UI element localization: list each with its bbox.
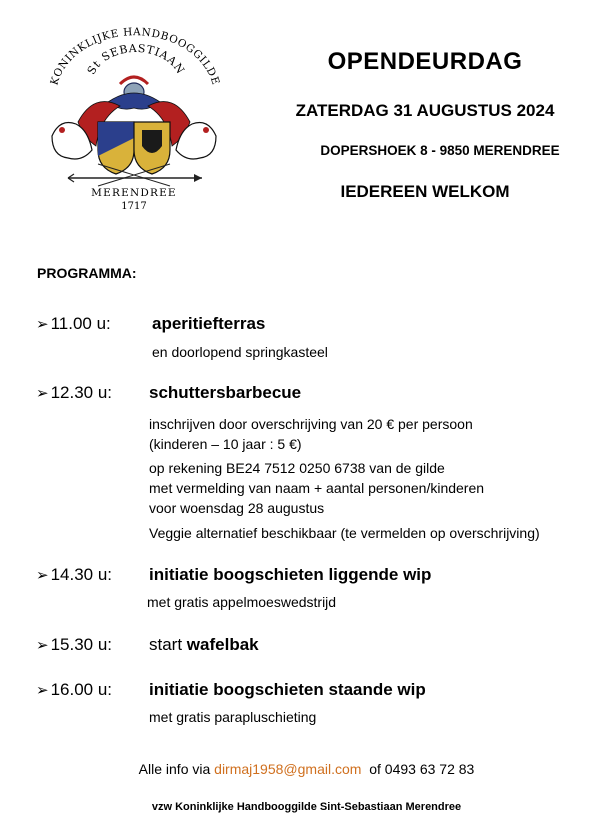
svg-text:1717: 1717 <box>121 201 147 212</box>
arrow-icon: ➢ <box>36 637 49 654</box>
svg-text:St SEBASTIAAN: St SEBASTIAAN <box>84 41 188 77</box>
svg-text:MERENDREE: MERENDREE <box>91 187 177 199</box>
arrow-icon: ➢ <box>36 316 49 333</box>
contact-info: Alle info via dirmaj1958@gmail.com of 0493 63 72 83 <box>138 761 475 777</box>
program-detail: met gratis parapluschieting <box>149 709 317 725</box>
svg-text:KONINKLIJKE HANDBOOGGILDE: KONINKLIJKE HANDBOOGGILDE <box>48 26 222 87</box>
program-detail: Veggie alternatief beschikbaar (te vermelden op overschrijving) <box>149 525 540 541</box>
program-time: ➢ 15.30 u: <box>36 635 113 654</box>
welcome-text: IEDEREEN WELKOM <box>340 182 510 201</box>
program-activity: start wafelbak <box>149 635 259 654</box>
program-activity: aperitiefterras <box>152 314 266 333</box>
program-detail: (kinderen – 10 jaar : 5 €) <box>149 436 302 452</box>
arrow-icon: ➢ <box>36 385 49 402</box>
program-activity: initiatie boogschieten staande wip <box>149 680 426 699</box>
program-detail: op rekening BE24 7512 0250 6738 van de gilde <box>149 460 445 476</box>
footer-organization: vzw Koninklijke Handbooggilde Sint-Sebastiaan Merendree <box>151 801 462 813</box>
arrow-icon: ➢ <box>36 567 49 584</box>
program-activity: initiatie boogschieten liggende wip <box>149 565 432 584</box>
program-detail: voor woensdag 28 augustus <box>149 500 325 516</box>
program-time: ➢ 14.30 u: <box>36 565 113 584</box>
event-date: ZATERDAG 31 AUGUSTUS 2024 <box>295 101 555 120</box>
program-time: ➢ 12.30 u: <box>36 383 113 402</box>
program-detail: met vermelding van naam + aantal personen/kinderen <box>149 480 485 496</box>
event-address: DOPERSHOEK 8 - 9850 MERENDREE <box>320 143 560 158</box>
guild-logo <box>38 26 230 212</box>
arrow-icon: ➢ <box>36 682 49 699</box>
program-detail: en doorlopend springkasteel <box>152 344 328 360</box>
email-link[interactable]: dirmaj1958@gmail.com <box>214 761 362 777</box>
event-title: OPENDEURDAG <box>327 48 523 75</box>
program-detail: inschrijven door overschrijving van 20 € per persoon <box>149 416 473 432</box>
program-detail: met gratis appelmoeswedstrijd <box>147 594 337 610</box>
program-time: ➢ 16.00 u: <box>36 680 113 699</box>
program-heading: PROGRAMMA: <box>37 265 137 281</box>
program-time: ➢ 11.00 u: <box>36 314 111 333</box>
program-activity: schuttersbarbecue <box>149 383 302 402</box>
